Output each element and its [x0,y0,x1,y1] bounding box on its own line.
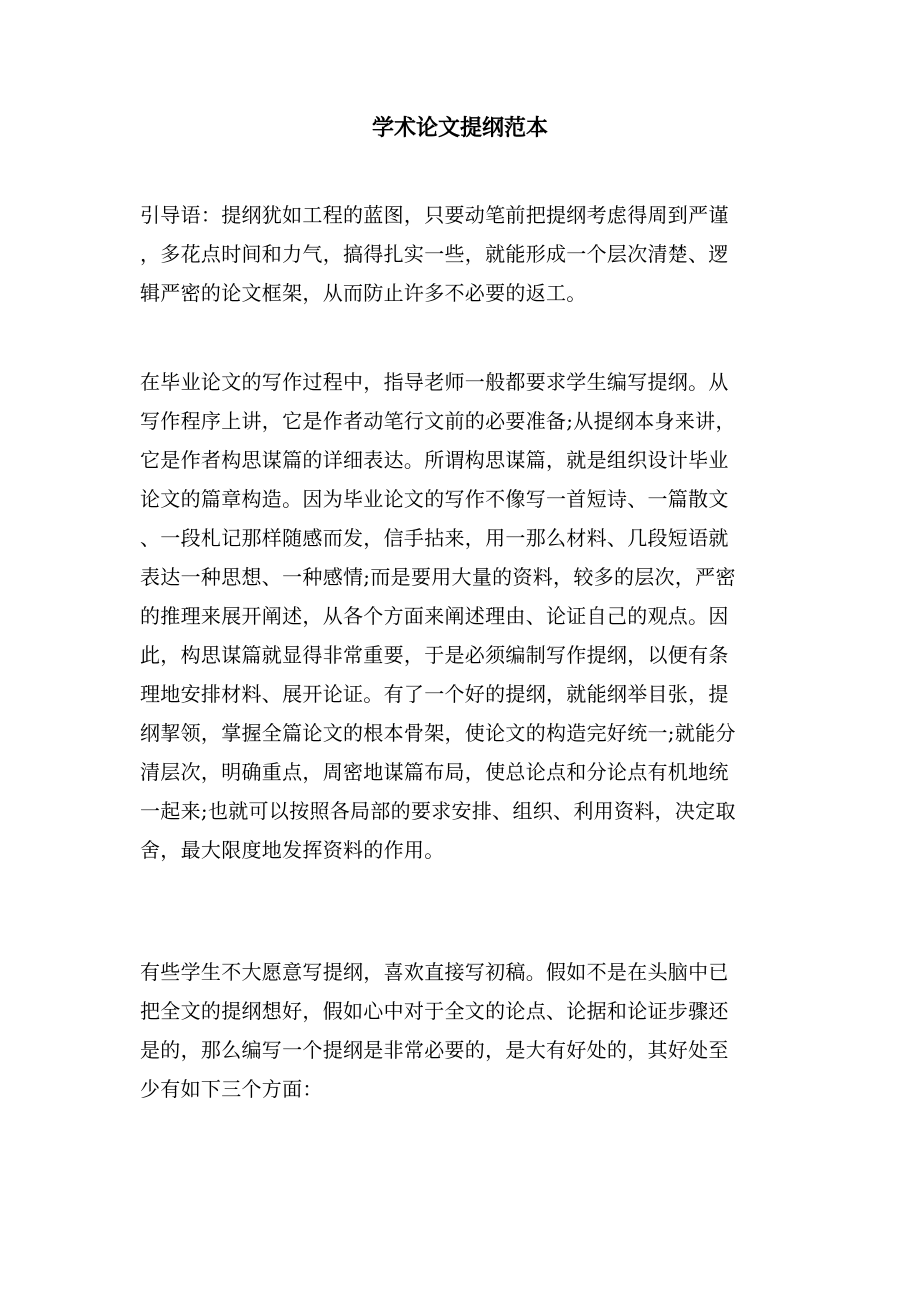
text-line: 辑严密的论文框架，从而防止许多不必要的返工。 [140,281,587,305]
text-line: 少有如下三个方面： [140,1077,323,1101]
text-line: 论文的篇章构造。因为毕业论文的写作不像写一首短诗、一篇散文 [140,487,729,511]
text-line: 清层次，明确重点，周密地谋篇布局，使总论点和分论点有机地统 [140,760,729,784]
text-line: 它是作者构思谋篇的详细表达。所谓构思谋篇，就是组织设计毕业 [140,448,729,472]
text-line: ，多花点时间和力气，搞得扎实一些，就能形成一个层次清楚、逻 [140,242,729,266]
paragraph-benefits [140,953,800,1109]
document-title: 学术论文提纲范本 [371,116,548,141]
text-line: 引导语：提纲犹如工程的蓝图，只要动笔前把提纲考虑得周到严谨 [140,203,729,227]
text-line: 、一段札记那样随感而发，信手拈来，用一那么材料、几段短语就 [140,526,729,550]
text-line: 理地安排材料、展开论证。有了一个好的提纲，就能纲举目张，提 [140,682,729,706]
text-line: 表达一种思想、一种感情;而是要用大量的资料，较多的层次，严密 [140,565,736,589]
text-line: 是的，那么编写一个提纲是非常必要的，是大有好处的，其好处至 [140,1038,729,1062]
text-line: 一起来;也就可以按照各局部的要求安排、组织、利用资料，决定取 [140,799,736,823]
text-line: 在毕业论文的写作过程中，指导老师一般都要求学生编写提纲。从 [140,370,729,394]
text-line: 舍，最大限度地发挥资料的作用。 [140,838,445,862]
text-line: 有些学生不大愿意写提纲，喜欢直接写初稿。假如不是在头脑中已 [140,960,729,984]
paragraph-body [140,363,800,870]
text-line: 纲挈领，掌握全篇论文的根本骨架，使论文的构造完好统一;就能分 [140,721,736,745]
text-line: 把全文的提纲想好，假如心中对于全文的论点、论据和论证步骤还 [140,999,729,1023]
text-line: 写作程序上讲，它是作者动笔行文前的必要准备;从提纲本身来讲， [140,409,736,433]
text-line: 的推理来展开阐述，从各个方面来阐述理由、论证自己的观点。因 [140,604,729,628]
paragraph-intro [140,196,800,313]
text-line: 此，构思谋篇就显得非常重要，于是必须编制写作提纲，以便有条 [140,643,729,667]
